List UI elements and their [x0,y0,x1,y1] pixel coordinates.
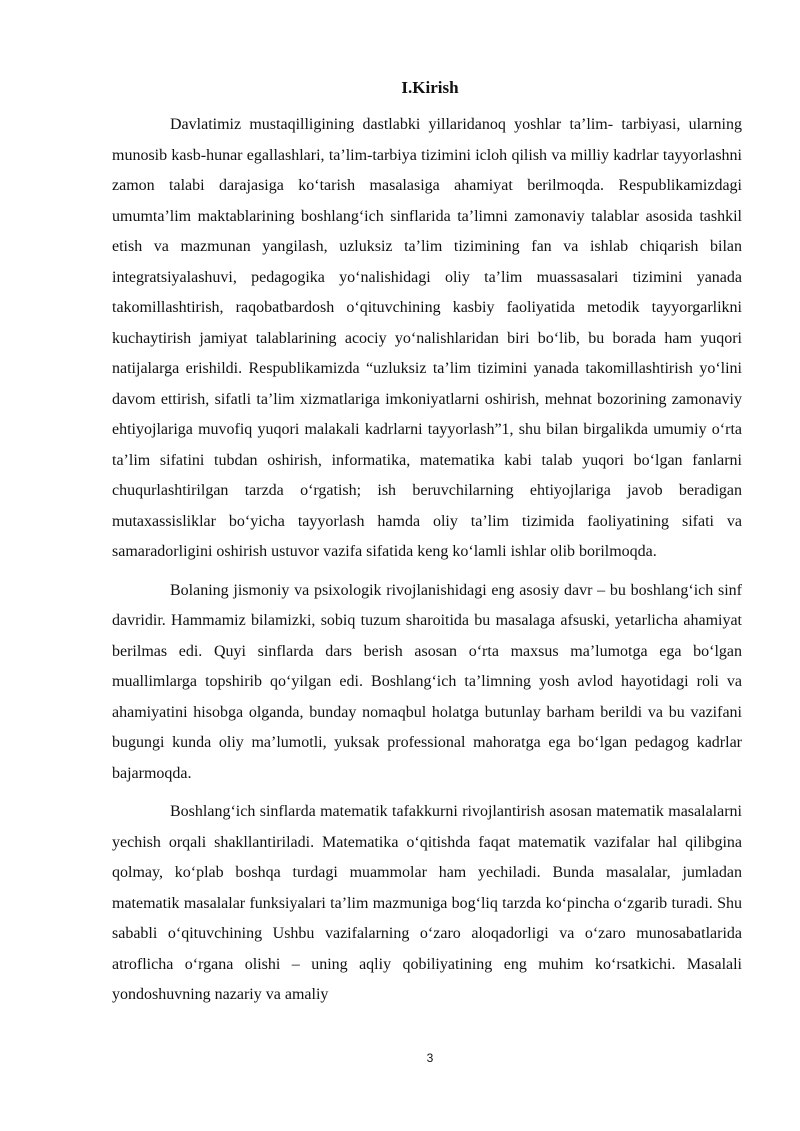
paragraph-primary-school: Bolaning jismoniy va psixologik rivojlanishidagi eng asosiy davr – bu boshlang‘ich sinf davridir. Hammamiz bilamizki, sobiq tuzum sharoitida bu masalaga afsuski, yetarlicha ahamiyat berilmas edi. Quyi sinflarda dars berish asosan o‘rta maxsus ma’lumotga ega bo‘lgan muallimlarga topshirib qo‘yilgan edi. Boshlang‘ich ta’limning yosh avlod hayotidagi roli va ahamiyatini hisobga olganda, bunday nomaqbul holatga butunlay barham berildi va bu vazifani bugungi kunda oliy ma’lumotli, yuksak professional mahoratga ega bo‘lgan pedagog kadrlar bajarmoqda. [112,581,742,782]
section-heading: I.Kirish [401,78,459,97]
page-content [112,76,742,1019]
page-number: 3 [426,1051,434,1065]
paragraph-intro: Davlatimiz mustaqilligining dastlabki yillaridanoq yoshlar ta’lim- tarbiyasi, ularning munosib kasb-hunar egallashlari, ta’lim-tarbiya tizimini icloh qilish va milliy kadrlar tayyorlashni zamon talabi darajasiga ko‘tarish masalasiga ahamiyat berilmoqda. Respublikamizdagi umumta’lim maktablarining boshlang‘ich sinflarida ta’limni zamonaviy talablar asosida tashkil etish va mazmunan yangilash, uzluksiz ta’lim tizimining fan va ishlab chiqarish bilan integratsiyalashuvi, pedagogika yo‘nalishidagi oliy ta’lim muassasalari tizimini yanada takomillashtirish, raqobatbardosh o‘qituvchining kasbiy faoliyatida metodik tayyorgarlikni kuchaytirish jamiyat talablarining acociy yo‘nalishlaridan biri bo‘lib, bu borada ham yuqori natijalarga erishildi. Respublikamizda “uzluksiz ta’lim tizimini yanada takomillashtirish yo‘lini davom ettirish, sifatli ta’lim xizmatlariga imkoniyatlarni oshirish, mehnat bozorining zamonaviy ehtiyojlariga muvofiq yuqori malakali kadrlarni tayyorlash”1, shu bilan birgalikda umumiy o‘rta ta’lim sifatini tubdan oshirish, informatika, matematika kabi talab yuqori bo‘lgan fanlarni chuqurlashtirilgan tarzda o‘rgatish; ish beruvchilarning ehtiyojlariga javob beradigan mutaxassisliklar bo‘yicha tayyorlash hamda oliy ta’lim tizimida faoliyatining sifati va samaradorligini oshirish ustuvor vazifa sifatida keng ko‘lamli ishlar olib borilmoqda. [112,116,742,560]
paragraph-math-thinking: Boshlang‘ich sinflarda matematik tafakkurni rivojlantirish asosan matematik masalalarni yechish orqali shakllantiriladi. Matematika o‘qitishda faqat matematik vazifalar hal qilibgina qolmay, ko‘plab boshqa turdagi muammolar ham yechiladi. Bunda masalalar, jumladan matematik masalalar funksiyalari ta’lim mazmuniga bog‘liq tarzda ko‘pincha o‘zgarib turadi. Shu sababli o‘qituvchining Ushbu vazifalarning o‘zaro aloqadorligi va o‘zaro munosabatlarida atroflicha o‘rgana olishi – uning aqliy qobiliyatining eng muhim ko‘rsatkichi. Masalali yondoshuvning nazariy va amaliy [112,803,742,1003]
